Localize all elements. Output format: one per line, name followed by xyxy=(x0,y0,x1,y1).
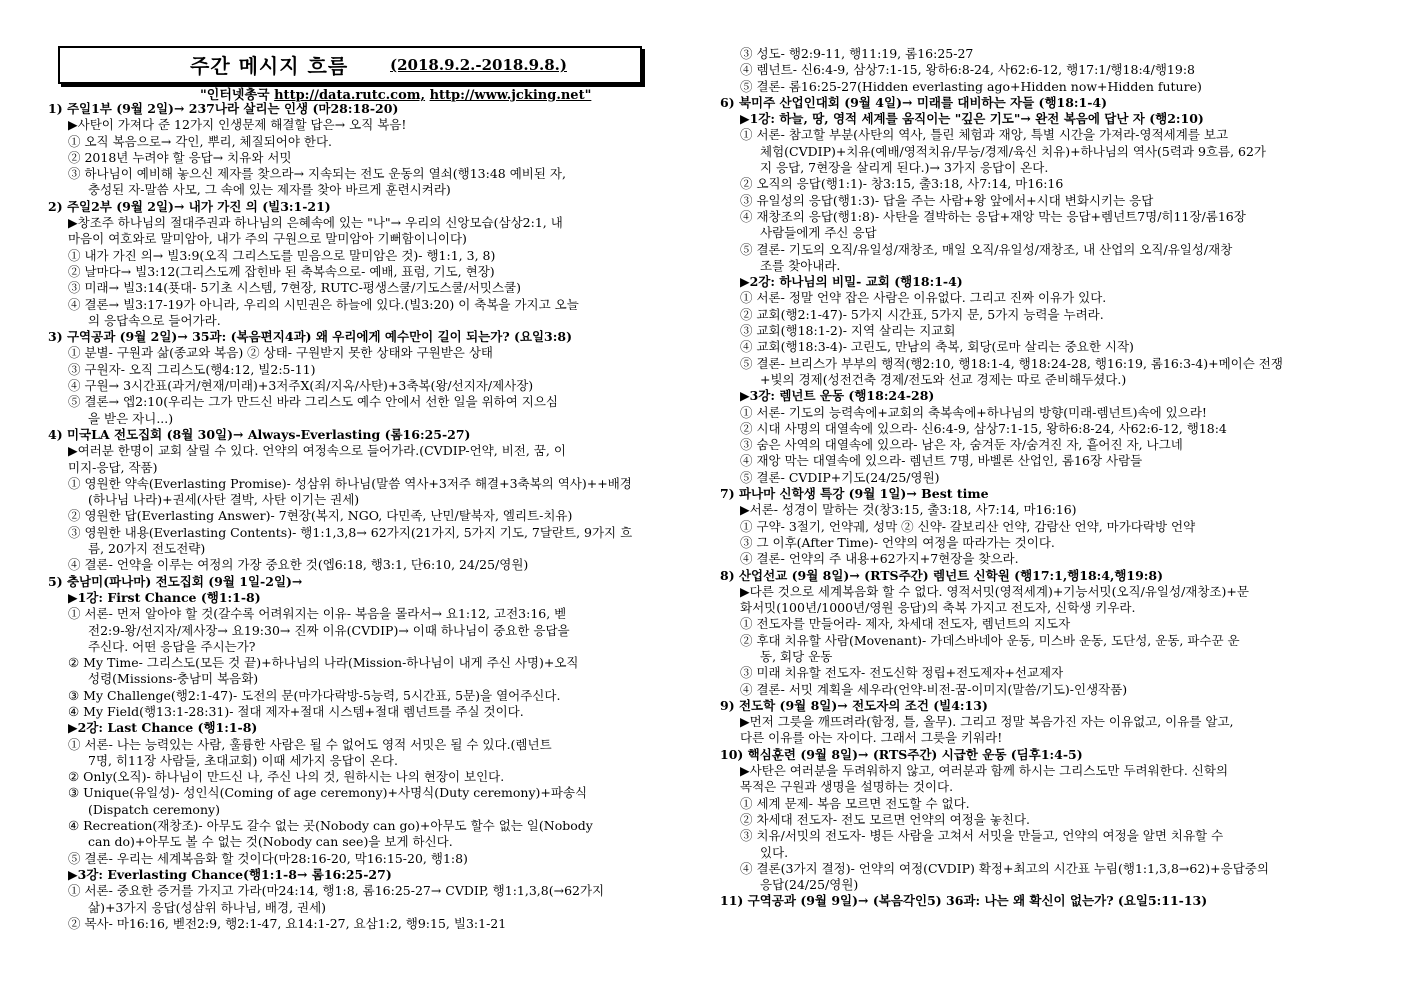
text-line: ⑤ 결론- CVDIP+기도(24/25/영원) xyxy=(740,469,940,485)
site-link-1[interactable]: http://data.rutc.com, xyxy=(274,88,426,103)
text-line: 동, 회당 운동 xyxy=(760,648,833,664)
text-line: ④ Recreation(재창조)- 아무도 갈수 없는 곳(Nobody can go)+아무도 할수 없는 일(Nobody xyxy=(68,818,593,834)
text-line: 7명, 히11장 사람들, 초대교회) 이때 세가지 응답이 온다. xyxy=(88,752,398,768)
text-line: ▶다른 것으로 세계복음화 할 수 없다. 영적서밋(영적세계)+기능서밋(오직/유일성/재창조)+문 xyxy=(740,583,1249,599)
text-block xyxy=(48,101,688,932)
text-line: ② 오직의 응답(행1:1)- 창3:15, 출3:18, 사7:14, 마16:16 xyxy=(740,176,1064,192)
text-line: ② 후대 치유할 사람(Movenant)- 가데스바네아 운동, 미스바 운동, 도단성, 운동, 파수꾼 운 xyxy=(740,632,1240,648)
section-heading: 1) 주일1부 (9월 2일)→ 237나라 살리는 인생 (마28:18-20) xyxy=(48,101,399,116)
text-line: ① 서론- 나는 능력있는 사람, 훌륭한 사람은 될 수 없어도 영적 서밋은 될 수 있다.(렘넌트 xyxy=(68,736,552,752)
text-line: ① 오직 복음으로→ 각인, 뿌리, 체질되어야 한다. xyxy=(68,133,333,149)
text-line: ② Only(오직)- 하나님이 만드신 나, 주신 나의 것, 원하시는 나의 현장이 보인다. xyxy=(68,769,505,785)
text-line: ▶먼저 그릇을 깨뜨려라(함정, 틀, 올무). 그리고 정말 복음가진 자는 이유없고, 이유를 알고, xyxy=(740,714,1234,730)
text-line: ⑤ 결론→ 엡2:10(우리는 그가 만드신 바라 그리스도 예수 안에서 선한 일을 위하여 지으심 xyxy=(68,394,559,410)
section-heading: 10) 핵심훈련 (9월 8일)→ (RTS주간) 시급한 운동 (딤후1:4-5) xyxy=(720,746,1083,762)
text-line: ④ 결론→ 빌3:17-19가 아니라, 우리의 시민권은 하늘에 있다.(빌3:20) 이 축복을 가지고 오늘 xyxy=(68,296,579,312)
text-line: ④ 구원→ 3시간표(과거/현재/미래)+3저주X(죄/지옥/사탄)+3축복(왕/선지자/제사장) xyxy=(68,378,534,394)
text-line: ② My Time- 그리스도(모든 것 끝)+하나님의 나라(Mission-하나님이 내게 주신 사명)+오직 xyxy=(68,655,579,671)
text-line: ▶창조주 하나님의 절대주권과 하나님의 은혜속에 있는 "나"→ 우리의 신앙모습(삼상2:1, 내 xyxy=(68,215,563,231)
text-block xyxy=(720,46,1358,910)
text-line: ③ 영원한 내용(Everlasting Contents)- 행1:1,3,8→ 62가지(21가지, 5가지 기도, 7달란트, 9가지 흐 xyxy=(68,524,633,540)
text-line: ⑤ 결론- 기도의 오직/유일성/재창조, 매일 오직/유일성/재창조, 내 산업의 오직/유일성/재창 xyxy=(740,241,1233,257)
section-heading: 7) 파나마 신학생 특강 (9월 1일)→ Best time xyxy=(720,486,989,502)
text-line: ① 서론- 중요한 증거를 가지고 가라(마24:14, 행1:8, 롬16:25-27→ CVDIP, 행1:1,3,8(→62가지 xyxy=(68,883,605,899)
text-line: ③ 교회(행18:1-2)- 지역 살리는 지교회 xyxy=(740,323,956,339)
text-line: can do)+아무도 볼 수 없는 것(Nobody can see)을 보게 하신다. xyxy=(88,834,453,850)
text-line: ① 서론- 참고할 부분(사탄의 역사, 틀린 체험과 재앙, 특별 시간을 가져라-영적세계를 보고 xyxy=(740,127,1229,143)
text-line: 름, 20가지 전도전략) xyxy=(88,541,206,557)
text-line: ② 차세대 전도자- 전도 모르면 언약의 여정을 놓친다. xyxy=(740,811,1031,827)
section-heading: 2) 주일2부 (9월 2일)→ 내가 가진 의 (빌3:1-21) xyxy=(48,198,331,214)
text-line: ③ 숨은 사역의 대열속에 있으라- 남은 자, 숨겨둔 자/숨겨진 자, 흩어진 자, 나그네 xyxy=(740,437,1183,453)
text-line: 미지-응답, 작품) xyxy=(68,459,158,475)
text-line: ④ My Field(행13:1-28:31)- 절대 제자+절대 시스템+절대 렘넌트를 주실 것이다. xyxy=(68,703,524,719)
section-heading: 5) 충남미(파나마) 전도집회 (9월 1일-2일)→ xyxy=(48,573,303,589)
section-heading: 4) 미국LA 전도집회 (8월 30일)→ Always-Everlasting (롬16:25-27) xyxy=(48,426,471,442)
text-line: ④ 재앙 막는 대열속에 있으라- 렘넌트 7명, 바벨론 산업인, 롬16장 사람들 xyxy=(740,453,1143,469)
section-heading: ▶1강: First Chance (행1:1-8) xyxy=(68,589,261,605)
section-heading: ▶3강: Everlasting Chance(행1:1-8→ 롬16:25-27) xyxy=(68,866,392,882)
text-line: ① 분별- 구원과 삶(종교와 복음) ② 상태- 구원받지 못한 상태와 구원받은 상태 xyxy=(68,345,494,361)
text-line: ② 영원한 답(Everlasting Answer)- 7현장(복지, NGO, 다민족, 난민/탈북자, 엘리트-치유) xyxy=(68,508,573,524)
text-line: ① 전도자를 만들어라- 제자, 차세대 전도자, 렘넌트의 지도자 xyxy=(740,616,1071,632)
text-line: 화서밋(100년/1000년/영원 응답)의 축복 가지고 전도자, 신학생 키우라. xyxy=(740,600,1136,616)
section-heading: ▶2강: Last Chance (행1:1-8) xyxy=(68,720,258,736)
text-line: ④ 결론(3가지 결정)- 언약의 여정(CVDIP) 확정+최고의 시간표 누림(행1:1,3,8→62)+응답중의 xyxy=(740,860,1269,876)
text-line: 전2:9-왕/선지자/제사장→ 요19:30→ 진짜 이유(CVDIP)→ 이때 하나님이 중요한 응답을 xyxy=(88,622,570,638)
text-line: ④ 결론- 언약을 이루는 여정의 가장 중요한 것(엡6:18, 행3:1, 단6:10, 24/25/영원) xyxy=(68,557,529,573)
text-line: ▶서론- 성경이 말하는 것(창3:15, 출3:18, 사7:14, 마16:16) xyxy=(740,502,1077,518)
text-line: ③ 미래 치유할 전도자- 전도신학 정립+전도제자+선교제자 xyxy=(740,665,1064,681)
text-line: 있다. xyxy=(760,844,789,860)
text-line: 삶)+3가지 응답(성삼위 하나님, 배경, 권세) xyxy=(88,899,327,915)
text-line: 지 응답, 7현장을 살리게 된다.)→ 3가지 응답이 온다. xyxy=(760,160,1049,176)
text-line: 을 받은 자니...) xyxy=(88,410,174,426)
section-heading: ▶3강: 렘넌트 운동 (행18:24-28) xyxy=(740,388,935,404)
site-link-2[interactable]: http://www.jcking.net" xyxy=(429,88,592,103)
text-line: ▶여러분 한명이 교회 살릴 수 있다. 언약의 여정속으로 들어가라.(CVDIP-언약, 비전, 꿈, 이 xyxy=(68,443,566,459)
text-line: (Dispatch ceremony) xyxy=(88,801,220,817)
text-line: 성령(Missions-충남미 복음화) xyxy=(88,671,259,687)
text-line: ④ 교회(행18:3-4)- 고린도, 만남의 축복, 회당(로마 살리는 중요한 시작) xyxy=(740,339,1134,355)
title-box xyxy=(58,46,642,84)
text-line: ① 서론- 먼저 알아야 할 것(갈수록 어려워지는 이유- 복음을 몰라서→ 요1:12, 고전3:16, 벧 xyxy=(68,606,567,622)
text-line: ③ My Challenge(행2:1-47)- 도전의 문(마가다락방-5능력, 5시간표, 5문)을 열어주신다. xyxy=(68,687,561,703)
text-line: 응답(24/25/영원) xyxy=(760,877,859,893)
text-line: ① 내가 가진 의→ 빌3:9(오직 그리스도를 믿음으로 말미암은 것)- 행1:1, 3, 8) xyxy=(68,247,496,263)
text-line: ② 2018년 누려야 할 응답→ 치유와 서밋 xyxy=(68,149,292,165)
text-line: 다른 이유를 아는 자이다. 그래서 그릇을 키워라! xyxy=(740,730,1003,746)
text-line: ② 목사- 마16:16, 벧전2:9, 행2:1-47, 요14:1-27, 요삼1:2, 행9:15, 빌3:1-21 xyxy=(68,915,507,931)
text-line: ② 교회(행2:1-47)- 5가지 시간표, 5가지 문, 5가지 능력을 누려라. xyxy=(740,306,1104,322)
text-line: ① 세계 문제- 복음 모르면 전도할 수 없다. xyxy=(740,795,970,811)
text-line: ③ 미래→ 빌3:14(푯대- 5기초 시스템, 7현장, RUTC-평생스쿨/기도스쿨/서밋스쿨) xyxy=(68,280,522,296)
text-line: 충성된 자-말씀 사모, 그 속에 있는 제자를 찾아 바르게 훈련시켜라) xyxy=(88,182,451,198)
section-heading: 8) 산업선교 (9월 8일)→ (RTS주간) 렘넌트 신학원 (행17:1,행18:4,행19:8) xyxy=(720,567,1164,583)
text-line: ① 영원한 약속(Everlasting Promise)- 성삼위 하나님(말씀 역사+3저주 해결+3축복의 역사)++배경 xyxy=(68,475,632,491)
text-line: 의 응답속으로 들어가라. xyxy=(88,312,221,328)
text-line: ② 시대 사명의 대열속에 있으라- 신6:4-9, 삼상7:1-15, 왕하6:8-24, 사62:6-12, 행18:4 xyxy=(740,420,1227,436)
text-line: ④ 재창조의 응답(행1:8)- 사탄을 결박하는 응답+재앙 막는 응답+렘넌트7명/히11장/롬16장 xyxy=(740,208,1246,224)
text-line: ③ 하나님이 예비해 놓으신 제자를 찾으라→ 지속되는 전도 운동의 열쇠(행13:48 예비된 자, xyxy=(68,166,566,182)
text-line: ▶사탄은 여러분을 두려워하지 않고, 여러분과 함께 하시는 그리스도만 두려워한다. 신학의 xyxy=(740,763,1229,779)
text-line: ① 구약- 3절기, 언약궤, 성막 ② 신약- 갈보리산 언약, 감람산 언약, 마가다락방 언약 xyxy=(740,518,1196,534)
section-heading: 3) 구역공과 (9월 2일)→ 35과: (복음편지4과) 왜 우리에게 예수만이 길이 되는가? (요일3:8) xyxy=(48,329,572,345)
text-line: ① 서론- 기도의 능력속에+교회의 축복속에+하나님의 방향(미래-렘넌트)속에 있으라! xyxy=(740,404,1207,420)
section-heading: 6) 북미주 산업인대회 (9월 4일)→ 미래를 대비하는 자들 (행18:1-4) xyxy=(720,94,1108,110)
text-line: (하나님 나라)+권세(사탄 결박, 사탄 이기는 권세) xyxy=(88,492,360,508)
text-line: ⑤ 결론- 롬16:25-27(Hidden everlasting ago+Hidden now+Hidden future) xyxy=(740,78,1202,94)
text-line: ④ 렘넌트- 신6:4-9, 삼상7:1-15, 왕하6:8-24, 사62:6-12, 행17:1/행18:4/행19:8 xyxy=(740,62,1195,78)
text-line: 체험(CVDIP)+치유(예배/영적치유/무능/경제/육신 치유)+하나님의 역사(5력과 9흐름, 62가 xyxy=(760,143,1266,159)
text-line: ▶사탄이 가져다 준 12가지 인생문제 해결할 답은→ 오직 복음! xyxy=(68,117,407,133)
text-line: ③ 치유/서밋의 전도자- 병든 사람을 고쳐서 서밋을 만들고, 언약의 여정을 알면 치유할 수 xyxy=(740,828,1224,844)
date-range: (2018.9.2.-2018.9.8.) xyxy=(390,56,567,74)
text-line: ③ Unique(유일성)- 성인식(Coming of age ceremony)+사명식(Duty ceremony)+파송식 xyxy=(68,785,588,801)
text-line: ② 날마다→ 빌3:12(그리스도께 잡힌바 된 축복속으로- 예배, 표럼, 기도, 현장) xyxy=(68,263,495,279)
section-heading: ▶2강: 하나님의 비밀- 교회 (행18:1-4) xyxy=(740,274,963,290)
text-line: ⑤ 결론- 우리는 세계복음화 할 것이다(마28:16-20, 막16:15-20, 행1:8) xyxy=(68,850,468,866)
text-line: ⑤ 결론- 브리스가 부부의 행적(행2:10, 행18:1-4, 행18:24-28, 행16:19, 롬16:3-4)+메이슨 전쟁 xyxy=(740,355,1283,371)
text-line: ③ 구원자- 오직 그리스도(행4:12, 빌2:5-11) xyxy=(68,361,316,377)
text-line: 목적은 구원과 생명을 설명하는 것이다. xyxy=(740,779,954,795)
text-line: ① 서론- 정말 언약 잡은 사람은 이유없다. 그리고 진짜 이유가 있다. xyxy=(740,290,1107,306)
text-line: ③ 성도- 행2:9-11, 행11:19, 롬16:25-27 xyxy=(740,46,974,61)
section-heading: ▶1강: 하늘, 땅, 영적 세계를 움직이는 "깊은 기도"→ 완전 복음에 답난 자 (행2:10) xyxy=(740,111,1204,127)
text-line: ④ 결론- 언약의 주 내용+62가지+7현장을 찾으라. xyxy=(740,551,1019,567)
text-line: +빛의 경제(성전건축 경제/전도와 선교 경제는 따로 준비해두셨다.) xyxy=(760,371,1127,387)
site-prefix: "인터넷총국 xyxy=(200,88,270,103)
section-heading: 9) 전도학 (9월 8일)→ 전도자의 조건 (빌4:13) xyxy=(720,697,988,713)
section-heading: 11) 구역공과 (9월 9일)→ (복음각인5) 36과: 나는 왜 확신이 없는가? (요일5:11-13) xyxy=(720,893,1208,909)
text-line: 사람들에게 주신 응답 xyxy=(760,225,877,241)
text-line: 조를 찾아내라. xyxy=(760,257,841,273)
text-line: ④ 결론- 서밋 계획을 세우라(언약-비전-꿈-이미지(말씀/기도)-인생작품) xyxy=(740,681,1128,697)
page-title: 주간 메시지 흐름 xyxy=(190,54,349,78)
text-line: ③ 그 이후(After Time)- 언약의 여정을 따라가는 것이다. xyxy=(740,534,1055,550)
text-line: 마음이 여호와로 말미암아, 내가 주의 구원으로 말미암아 기뻐함이니이다) xyxy=(68,231,467,247)
text-line: ③ 유일성의 응답(행1:3)- 답을 주는 사람+왕 앞에서+시대 변화시키는 응답 xyxy=(740,192,1154,208)
text-line: 주신다. 어떤 응답을 주시는가? xyxy=(88,638,256,654)
